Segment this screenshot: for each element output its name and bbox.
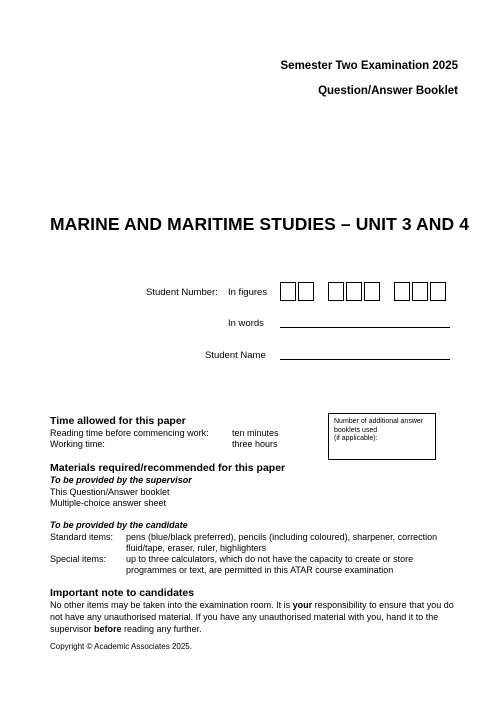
note-emphasis: before [94,624,122,634]
page-title: MARINE AND MARITIME STUDIES – UNIT 3 AND 4 [50,214,470,234]
reading-time-label: Reading time before commencing work: [50,428,209,438]
note-text: No other items may be taken into the examination room. It is [50,600,293,610]
reading-time-value: ten minutes [232,428,279,438]
digit-box[interactable] [394,282,410,301]
working-time-value: three hours [232,439,278,449]
digit-box[interactable] [430,282,446,301]
booklet-heading: Question/Answer Booklet [318,85,458,97]
student-name-label: Student Name [205,350,266,361]
in-words-line[interactable] [280,327,450,328]
note-emphasis: your [292,600,313,610]
supervisor-heading: To be provided by the supervisor [50,475,192,485]
digit-box[interactable] [298,282,314,301]
standard-items-label: Standard items: [50,532,114,542]
student-number-label: Student Number: [146,287,218,298]
time-heading: Time allowed for this paper [50,415,186,427]
copyright: Copyright © Academic Associates 2025. [50,642,192,651]
digit-box[interactable] [346,282,362,301]
in-figures-label: In figures [228,287,268,298]
supervisor-item: This Question/Answer booklet [50,487,170,497]
in-words-label: In words [228,318,264,329]
digit-box[interactable] [280,282,296,301]
digit-box[interactable] [364,282,380,301]
additional-booklets-box[interactable] [328,413,436,460]
candidate-heading: To be provided by the candidate [50,520,188,530]
standard-items-text: pens (blue/black preferred), pencils (including coloured), sharpener, correction [126,532,438,542]
standard-items-text: fluid/tape, eraser, ruler, highlighters [126,543,267,553]
exam-heading: Semester Two Examination 2025 [280,60,458,72]
note-paragraph [50,599,460,635]
special-items-text: programmes or text, are permitted in this ATAR course examination [126,565,394,575]
additional-box-line: Number of additional answer [334,418,424,425]
note-heading: Important note to candidates [50,587,195,599]
note-text: responsibility to ensure that you do not have any unauthorised material. If you have any unauthorised material with you, hand it to the supervisor [50,600,454,634]
special-items-text: up to three calculators, which do not have the capacity to create or store [126,554,414,564]
digit-box[interactable] [328,282,344,301]
digit-box[interactable] [412,282,428,301]
student-name-line[interactable] [280,359,450,360]
working-time-label: Working time: [50,439,105,449]
additional-box-line: booklets used [334,426,378,434]
supervisor-item: Multiple-choice answer sheet [50,498,167,508]
materials-heading: Materials required/recommended for this paper [50,462,286,474]
additional-box-line: (if applicable): [334,435,378,442]
special-items-label: Special items: [50,554,107,564]
note-text: reading any further. [121,624,202,634]
